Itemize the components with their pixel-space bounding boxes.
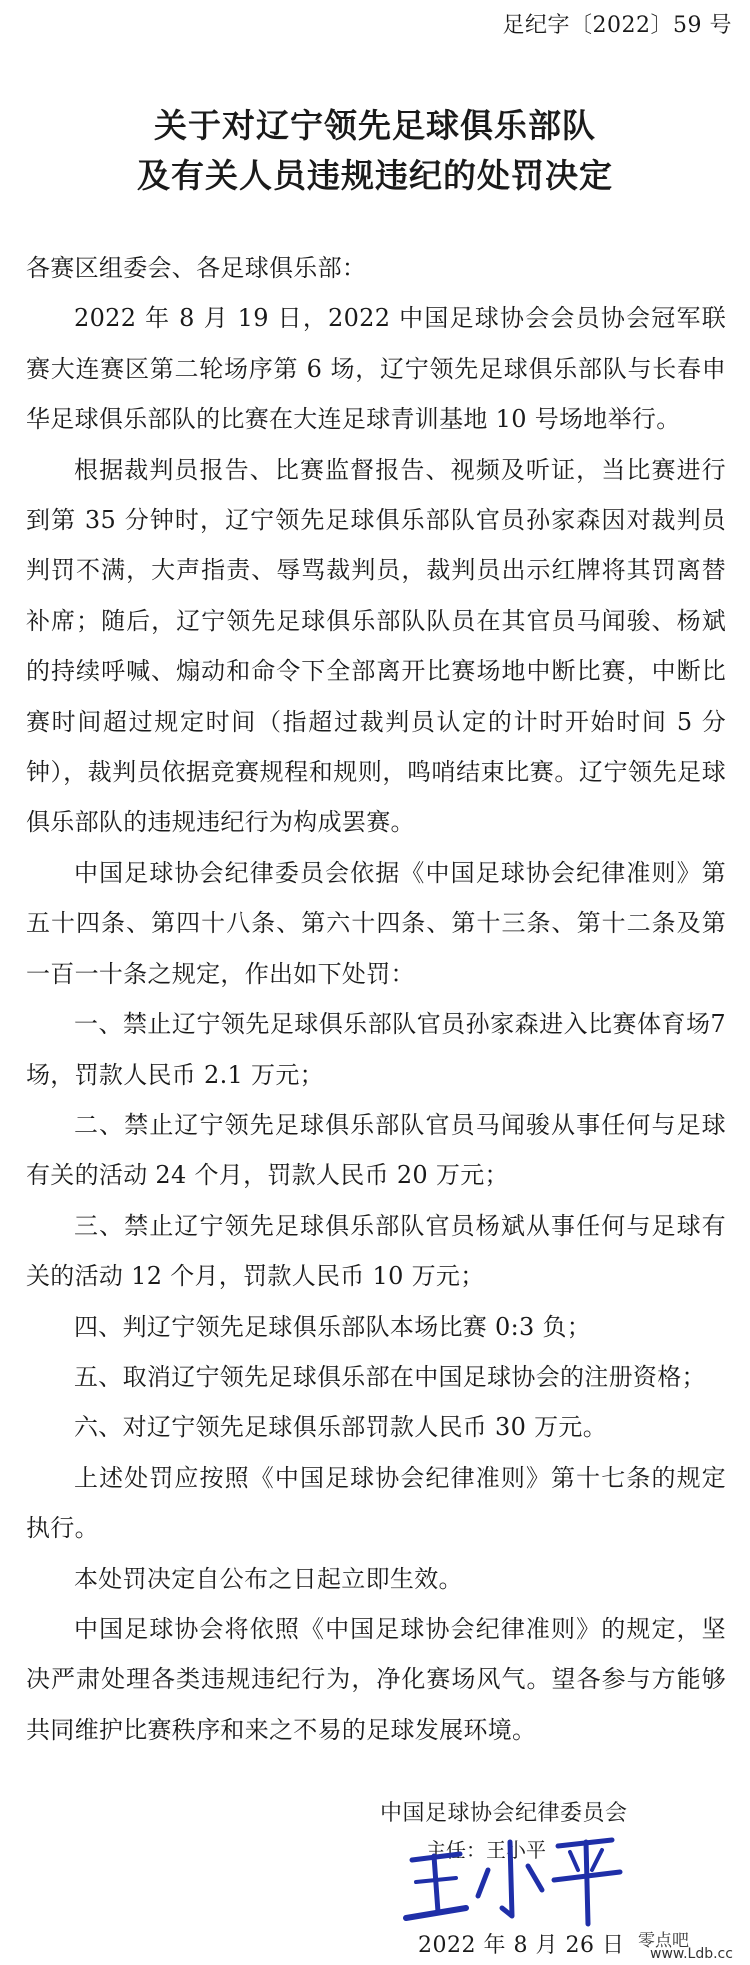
watermark-url: www.Ldb.cc	[650, 1946, 733, 1962]
title-line-2: 及有关人员违规违纪的处罚决定	[137, 156, 613, 195]
handwritten-signature	[398, 1820, 628, 1930]
document-body	[26, 243, 726, 1755]
watermark-text: 零点吧	[638, 1931, 689, 1951]
penalty-item-3: 三、禁止辽宁领先足球俱乐部队官员杨斌从事任何与足球有关的活动 12 个月，罚款人民币 10 万元；	[26, 1211, 726, 1291]
paragraph-execution: 上述处罚应按照《中国足球协会纪律准则》第十七条的规定执行。	[26, 1463, 726, 1543]
salutation: 各赛区组委会、各足球俱乐部：	[26, 254, 367, 282]
paragraph-closing: 中国足球协会将依照《中国足球协会纪律准则》的规定，坚决严肃处理各类违规违纪行为，净化赛场风气。望各参与方能够共同维护比赛秩序和来之不易的足球发展环境。	[26, 1614, 726, 1744]
paragraph-match-info: 2022 年 8 月 19 日，2022 中国足球协会会员协会冠军联赛大连赛区第二轮场序第 6 场，辽宁领先足球俱乐部队与长春申华足球俱乐部队的比赛在大连足球青训基地 10 号场地举行。	[26, 304, 726, 434]
paragraph-legal-basis: 中国足球协会纪律委员会依据《中国足球协会纪律准则》第五十四条、第四十八条、第六十四条、第十三条、第十二条及第一百一十条之规定，作出如下处罚：	[26, 858, 726, 988]
title-line-1: 关于对辽宁领先足球俱乐部队	[154, 106, 596, 145]
paragraph-effective: 本处罚决定自公布之日起立即生效。	[74, 1564, 463, 1593]
penalty-item-6: 六、对辽宁领先足球俱乐部罚款人民币 30 万元。	[74, 1413, 607, 1442]
signature-organization: 中国足球协会纪律委员会	[380, 1801, 628, 1826]
paragraph-incident: 根据裁判员报告、比赛监督报告、视频及听证，当比赛进行到第 35 分钟时，辽宁领先足球俱乐部队官员孙家森因对裁判员判罚不满，大声指责、辱骂裁判员，裁判员出示红牌将其罚离替补席；随后，辽宁领先足球俱乐部队队员在其官员马闻骏、杨斌的持续呼喊、煽动和命令下全部离开比赛场地中断比赛，中断比赛时间超过规定时间（指超过裁判员认定的计时开始时间 5 分钟），裁判员依据竞赛规程和规则，鸣哨结束比赛。辽宁领先足球俱乐部队的违规违纪行为构成罢赛。	[26, 455, 726, 837]
signature-chair: 主任：王小平	[426, 1838, 546, 1862]
signature-date: 2022 年 8 月 26 日	[418, 1933, 625, 1958]
penalty-item-1: 一、禁止辽宁领先足球俱乐部队官员孙家森进入比赛体育场7场，罚款人民币 2.1 万元；	[26, 1010, 726, 1089]
penalty-item-2: 二、禁止辽宁领先足球俱乐部队官员马闻骏从事任何与足球有关的活动 24 个月，罚款人民币 20 万元；	[26, 1110, 726, 1190]
document-number: 足纪字〔2022〕59 号	[502, 13, 732, 38]
penalty-item-4: 四、判辽宁领先足球俱乐部队本场比赛 0:3 负；	[74, 1312, 592, 1341]
penalty-item-5: 五、取消辽宁领先足球俱乐部在中国足球协会的注册资格；	[74, 1362, 706, 1391]
